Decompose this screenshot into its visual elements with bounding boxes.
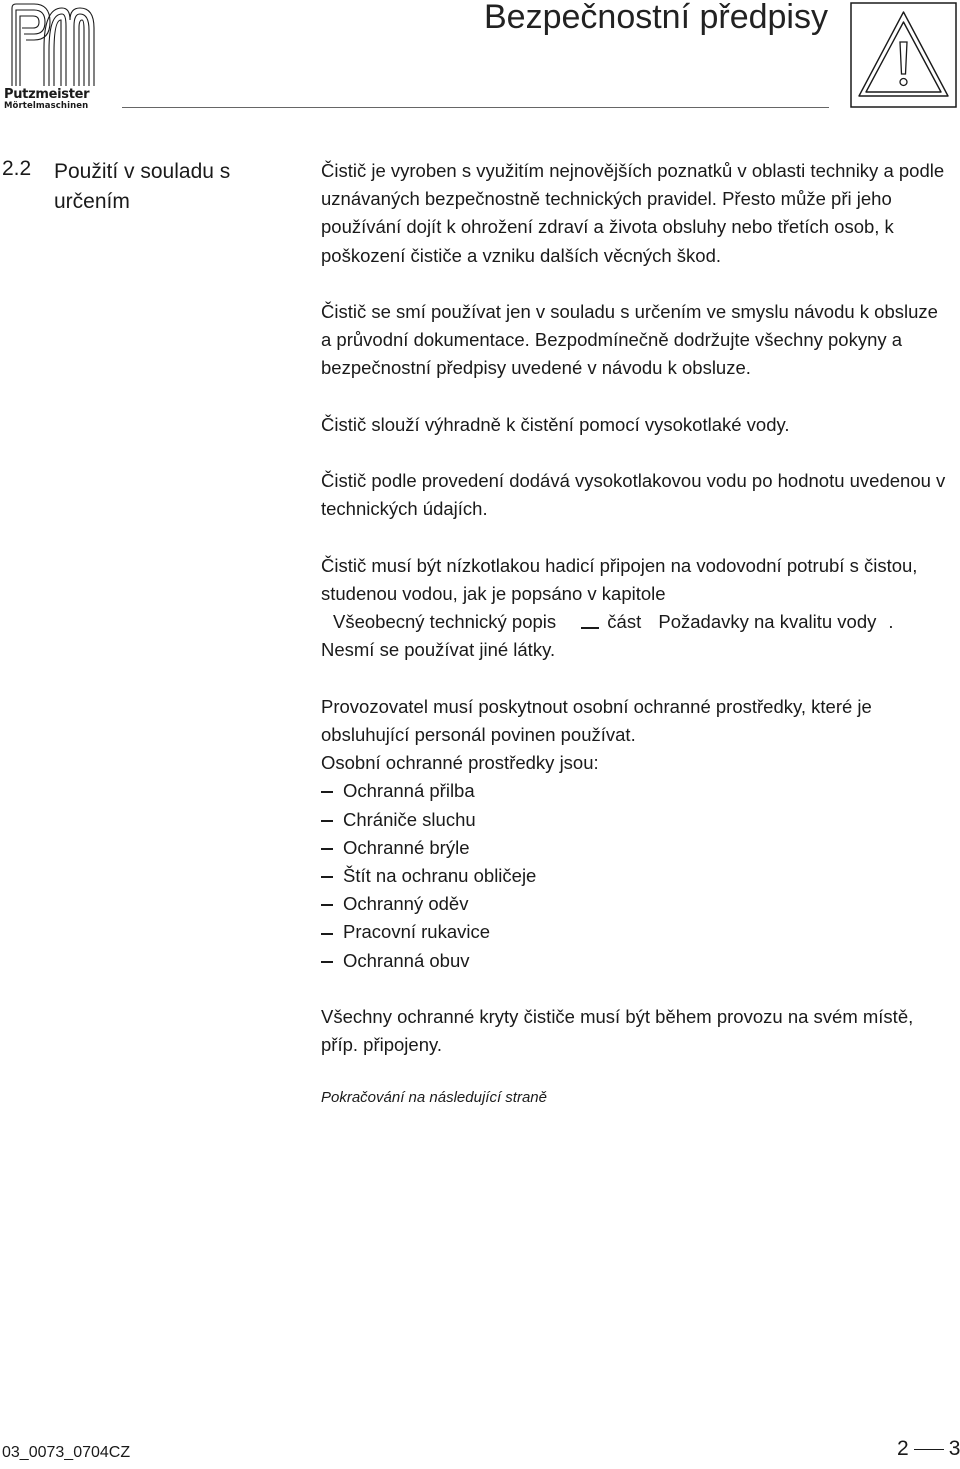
continued-note: Pokračování na následující straně (321, 1088, 547, 1106)
list-item (321, 890, 953, 918)
list-item-label: Chrániče sluchu (343, 808, 476, 830)
dash (321, 961, 333, 963)
list-item (321, 862, 953, 890)
ppe-list (321, 777, 953, 974)
ppe-intro: Provozovatel musí poskytnout osobní ochranné prostředky, které je obsluhující personál povinen používat. (321, 695, 872, 745)
page-title: Bezpečnostní předpisy (484, 0, 828, 36)
list-item-label: Pracovní rukavice (343, 921, 491, 943)
sentence-end: . (888, 611, 894, 633)
list-item-label: Ochranná obuv (343, 949, 470, 971)
water-intro: Čistič musí být nízkotlakou hadicí připojen na vodovodní potrubí s čistou, studenou vodou, jak je popsáno v kapitole (321, 554, 918, 604)
brand-subtitle: Mörtelmaschinen (4, 101, 89, 111)
brand-lockup (4, 88, 89, 111)
list-item-label: Štít na ochranu obličeje (343, 865, 537, 886)
section-number: 2.2 (2, 157, 32, 180)
list-item (321, 806, 953, 834)
list-item (321, 918, 953, 946)
page-in-chapter: 3 (948, 1437, 960, 1460)
paragraph: Čistič slouží výhradně k čistění pomocí vysokotlaké vody. (321, 413, 790, 435)
part-word: část (607, 611, 642, 633)
section-title: Použití v souladu s určením (54, 160, 231, 213)
closing-paragraph: Všechny ochranné kryty čističe musí být během provozu na svém místě, příp. připojeny. (321, 1006, 914, 1056)
warning-icon (850, 2, 957, 108)
dash (321, 876, 333, 878)
dash (321, 791, 333, 793)
list-item-label: Ochranná přilba (343, 780, 475, 802)
list-item-label: Ochranný oděv (343, 893, 469, 915)
paragraph: Čistič se smí používat jen v souladu s určením ve smyslu návodu k obsluze a průvodní dokumentace. Bezpodmínečně dodržujte všechny pokyny a bezpečnostní předpisy uvedené v návodu k obsluze. (321, 301, 938, 379)
list-item (321, 947, 953, 975)
header-divider (122, 107, 829, 108)
dash (321, 933, 333, 935)
water-supply-paragraph (321, 552, 953, 665)
document-code: 03_0073_0704CZ (2, 1444, 131, 1461)
pm-monogram (4, 2, 96, 88)
dash (321, 820, 333, 822)
water-last-sentence: Nesmí se používat jiné látky. (321, 639, 556, 661)
chapter-reference: Všeobecný technický popis (333, 611, 557, 633)
list-item-label: Ochranné brýle (343, 836, 470, 858)
page-separator (914, 1449, 944, 1450)
list-item (321, 777, 953, 805)
paragraph: Čistič podle provedení dodává vysokotlakovou vodu po hodnotu uvedenou v technických údajích. (321, 470, 946, 520)
ppe-list-intro: Osobní ochranné prostředky jsou: (321, 752, 599, 774)
section-body (321, 157, 953, 1108)
dash (321, 904, 333, 906)
page-number (897, 1437, 960, 1461)
dash (321, 848, 333, 850)
list-item (321, 834, 953, 862)
brand-name: Putzmeister (4, 87, 90, 102)
dash (581, 627, 599, 629)
chapter-number: 2 (897, 1437, 909, 1460)
part-reference: Požadavky na kvalitu vody (658, 611, 877, 633)
paragraph: Čistič je vyroben s využitím nejnovějších poznatků v oblasti techniky a podle uznávaných bezpečnostně technických pravidel. Přesto může při jeho používání dojít k ohrožení zdraví a života obsluhy nebo třetích osob, k poškození čističe a vzniku dalších věcných škod. (321, 160, 945, 266)
